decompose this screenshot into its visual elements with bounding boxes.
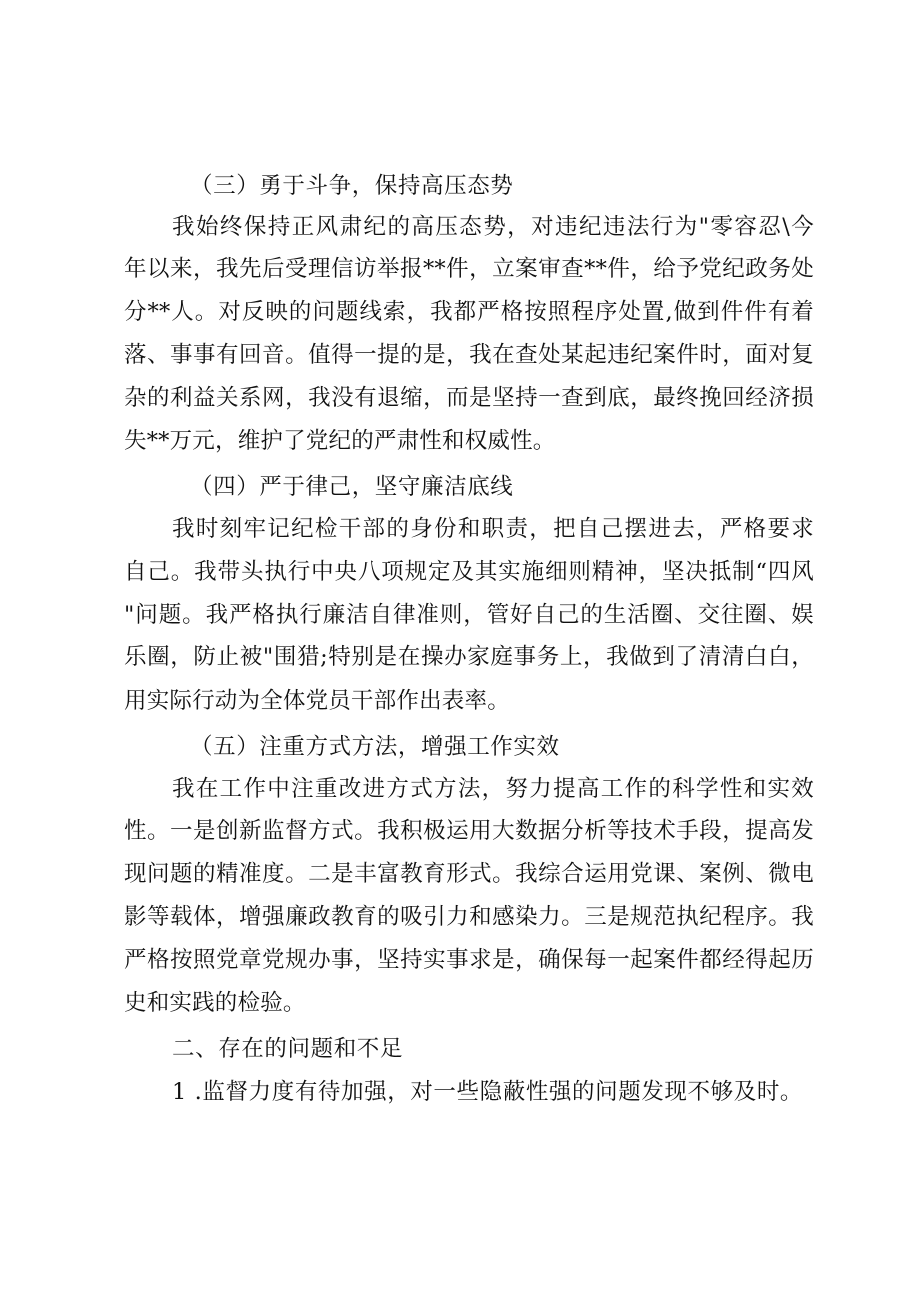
paragraph-line: 自己。我带头执行中央八项规定及其实施细则精神，坚决抵制“四风 (124, 559, 814, 585)
paragraph-line: 落、事事有回音。值得一提的是，我在查处某起违纪案件时，面对复 (124, 342, 814, 368)
paragraph-line: 我始终保持正风肃纪的高压态势，对违纪违法行为"零容忍\今 (172, 214, 814, 240)
paragraph-line: "问题。我严格执行廉洁自律准则，管好自己的生活圈、交往圈、娱 (124, 602, 814, 628)
paragraph-line: 我时刻牢记纪检干部的身份和职责，把自己摆进去，严格要求 (172, 516, 814, 542)
paragraph-line: 用实际行动为全体党员干部作出表率。 (124, 688, 510, 714)
paragraph-line: 杂的利益关系网，我没有退缩，而是坚持一查到底，最终挽回经济损 (124, 385, 814, 411)
section-heading-5: （五）注重方式方法，增强工作实效 (190, 734, 560, 760)
paragraph-line: 现问题的精准度。二是丰富教育形式。我综合运用党课、案例、微电 (124, 861, 814, 887)
paragraph-line: 分**人。对反映的问题线索，我都严格按照程序处置,做到件件有着 (124, 299, 814, 325)
paragraph-line: 影等载体，增强廉政教育的吸引力和感染力。三是规范执纪程序。我 (124, 904, 814, 930)
paragraph-line: 史和实践的检验。 (124, 990, 306, 1016)
paragraph-line: 严格按照党章党规办事，坚持实事求是，确保每一起案件都经得起历 (124, 947, 814, 973)
problem-item-1: 1 .监督力度有待加强，对一些隐蔽性强的问题发现不够及时。 (172, 1079, 804, 1105)
section-heading-4: （四）严于律己，坚守廉洁底线 (190, 474, 514, 500)
paragraph-line: 年以来，我先后受理信访举报**件，立案审查**件，给予党纪政务处 (124, 256, 814, 282)
paragraph-line: 性。一是创新监督方式。我积极运用大数据分析等技术手段，提高发 (124, 818, 814, 844)
section-heading-3: （三）勇于斗争，保持高压态势 (190, 173, 514, 199)
part-heading-2: 二、存在的问题和不足 (172, 1036, 404, 1062)
paragraph-line: 乐圈，防止被"围猎;特别是在操办家庭事务上，我做到了清清白白， (124, 644, 814, 670)
paragraph-line: 我在工作中注重改进方式方法，努力提高工作的科学性和实效 (172, 776, 814, 802)
paragraph-line: 失**万元，维护了党纪的严肃性和权威性。 (124, 428, 556, 454)
